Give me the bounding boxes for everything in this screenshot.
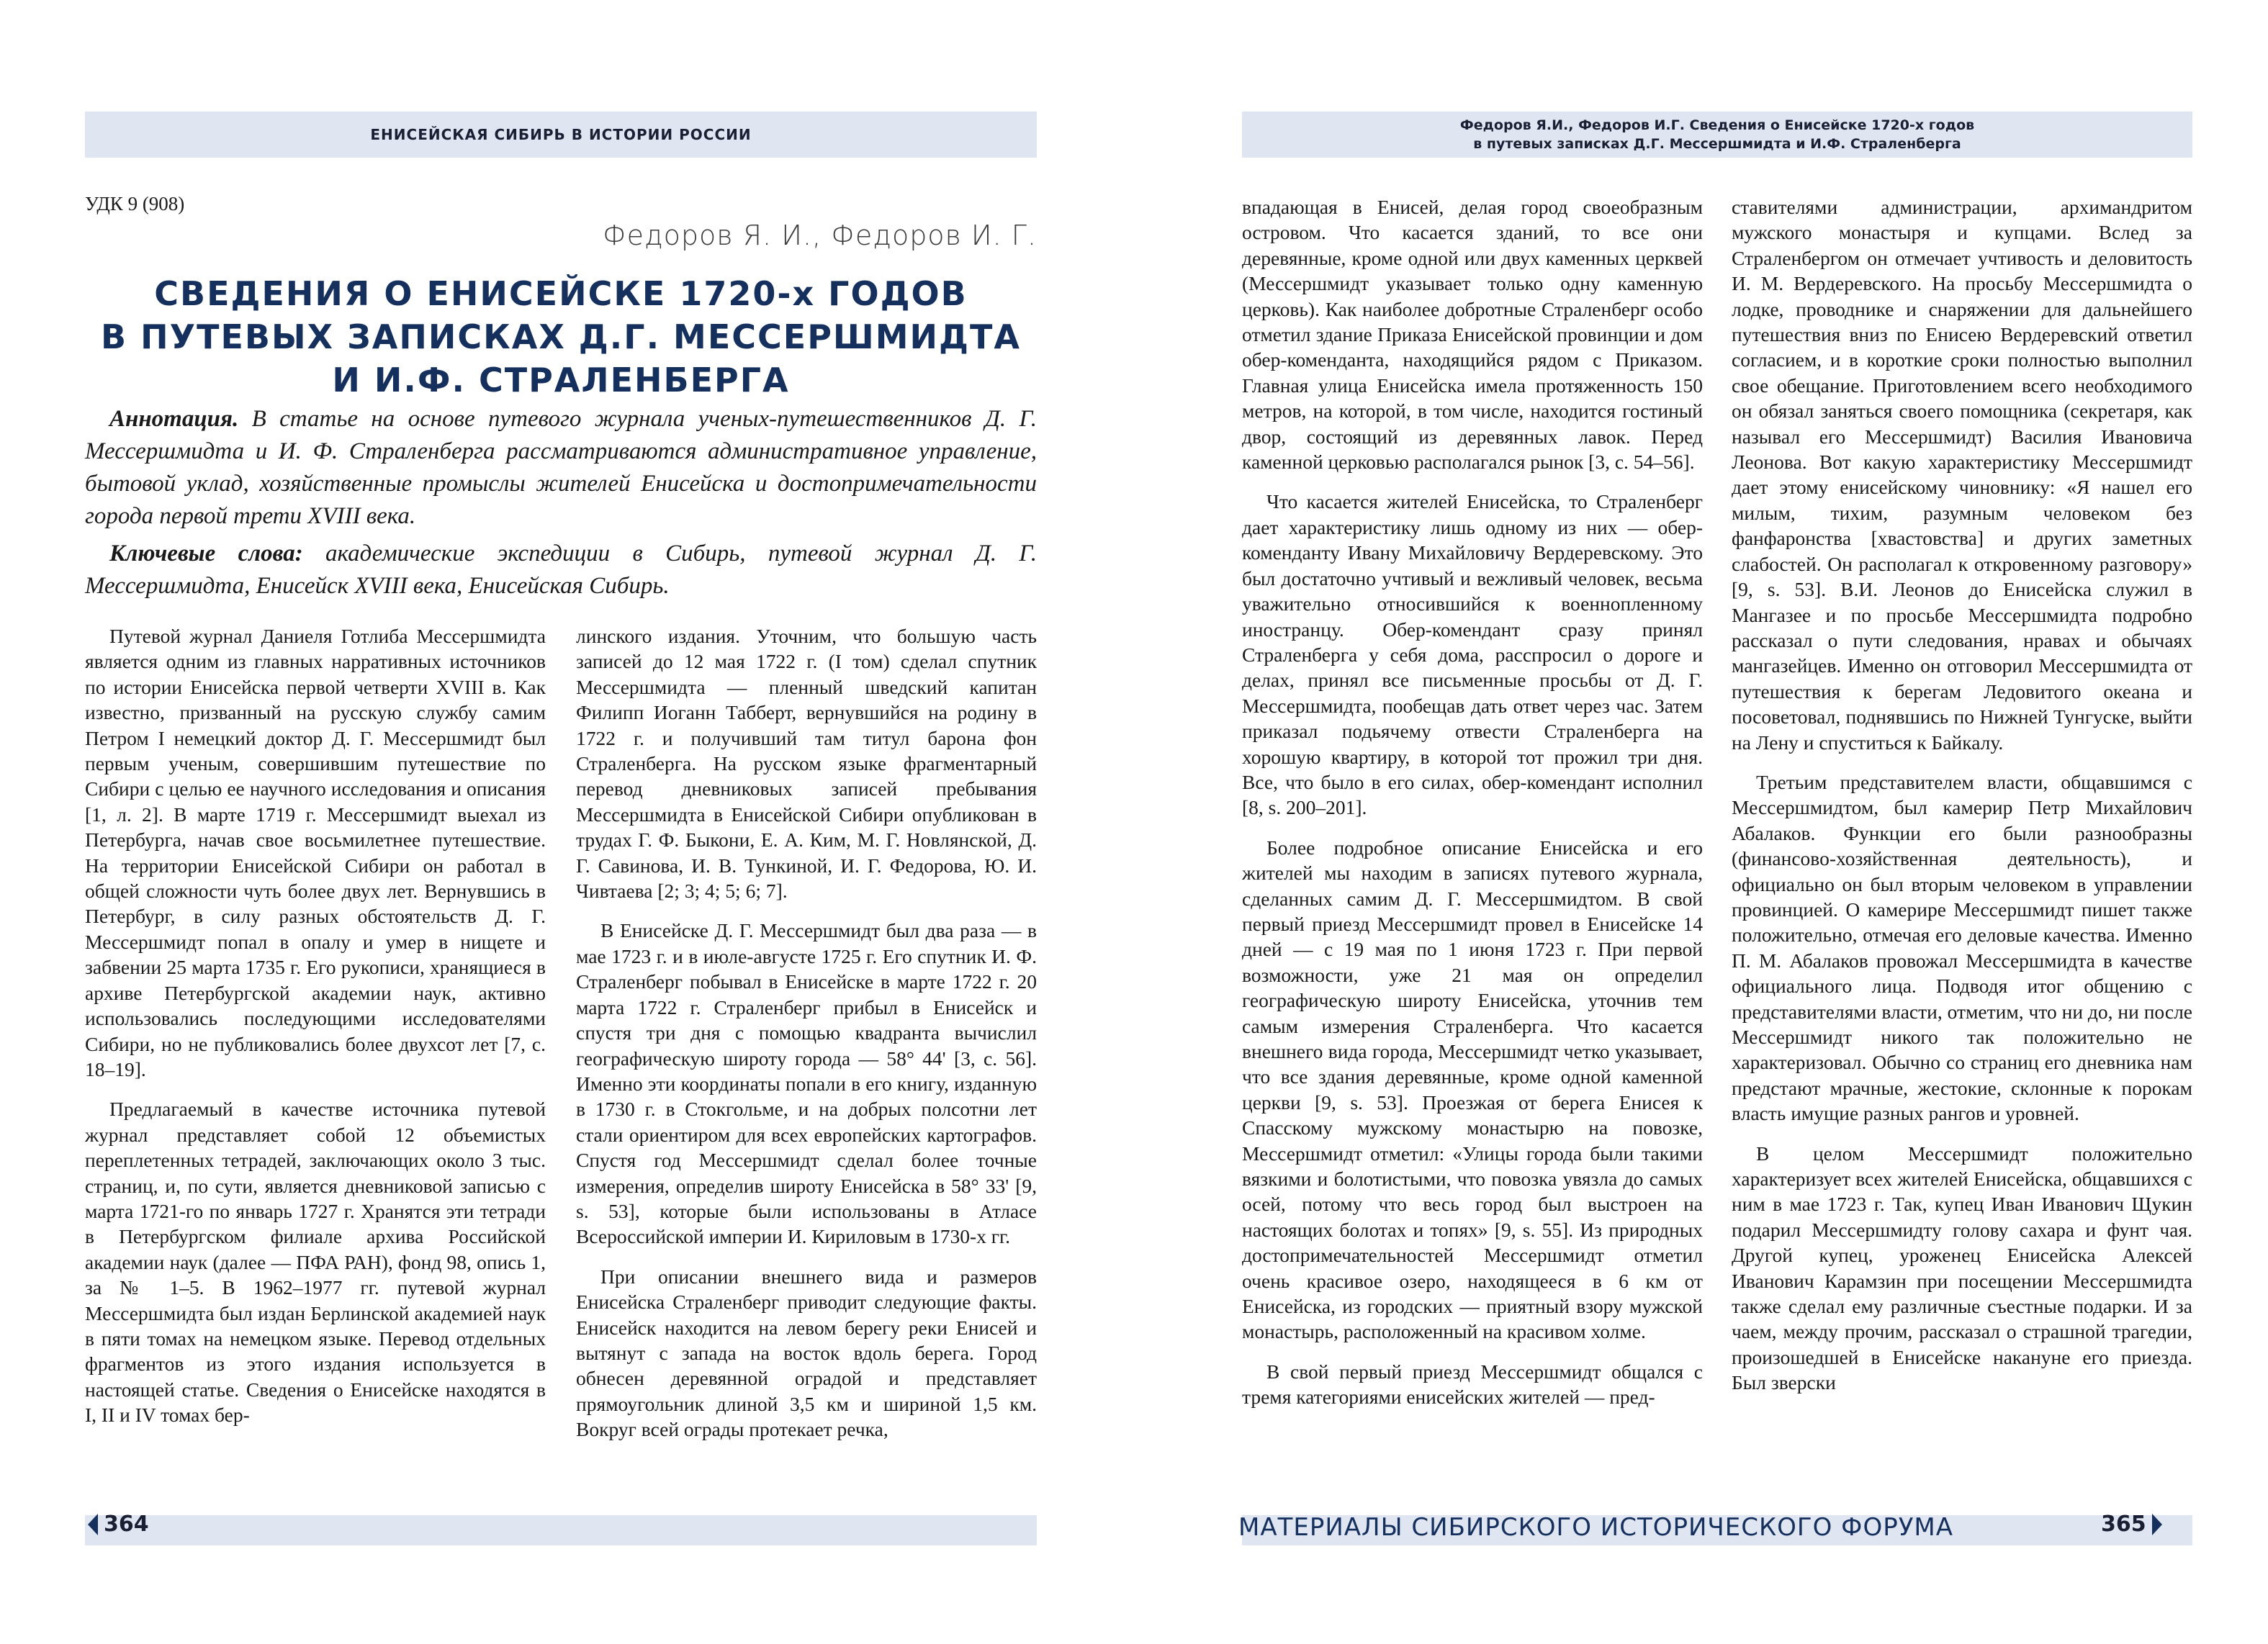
- page-number: [2101, 1512, 2162, 1537]
- running-header-line-2: в путевых записках Д.Г. Мессершмидта и И.Ф. Страленберга: [1473, 136, 1961, 152]
- text-column-4: [1732, 194, 2192, 1490]
- paragraph: Путевой журнал Даниеля Готлиба Мессершмидта является одним из главных нарративных источников по истории Енисейска первой четверти XVIII в. Как известно, призванный на русскую службу самим Петром I немецкий доктор Д. Г. Мессершмидт был первым ученым, совершившим путешествие по Сибири с целью ее научного исследования и описания [1, л. 2]. В марте 1719 г. Мессершмидт выехал из Петербурга, начав свое восьмилетнее путешествие. На территории Енисейской Сибири он работал в общей сложности чуть более двух лет. Вернувшись в Петербург, в силу разных обстоятельств Д. Г. Мессершмидт попал в опалу и умер в нищете и забвении 25 марта 1735 г. Его рукописи, хранящиеся в архиве Петербургской академии наук, активно использовались последующими исследователями Сибири, но не публиковались более двухсот лет [7, с. 18–19].: [85, 625, 546, 1080]
- arrow-left-icon: [88, 1514, 98, 1535]
- title-line: В ПУТЕВЫХ ЗАПИСКАХ Д.Г. МЕССЕРШМИДТА: [101, 317, 1021, 356]
- keywords-text: академические экспедиции в Сибирь, путевой журнал Д. Г. Мессершмидта, Енисейск XVIII века, Енисейская Сибирь.: [85, 541, 1037, 599]
- paragraph: В Енисейске Д. Г. Мессершмидт был два раза — в мае 1723 г. и в июле-августе 1725 г. Его спутник И. Ф. Страленберг побывал в Енисейске в марте 1722 г. 20 марта 1722 г. Страленберг прибыл в Енисейск и спустя три дня с помощью квадранта вычислил географическую широту города — 58° 44' [3, с. 56]. Именно эти координаты попали в его книгу, изданную в 1730 г. в Стокгольме, и на добрых полсотни лет стали ориентиром для всех европейских картографов. Спустя год Мессершмидт сделал более точные измерения, определив широту Енисейска в 58° 33' [9, s. 53], которые были использованы в Атласе Всероссийской империи И. Кириловым в 1730-х гг.: [576, 919, 1037, 1248]
- paragraph: В свой первый приезд Мессершмидт общался с тремя категориями енисейских жителей — пред-: [1242, 1360, 1703, 1409]
- page-number-text: 365: [2101, 1512, 2146, 1537]
- arrow-right-icon: [2152, 1514, 2162, 1535]
- journal-title: МАТЕРИАЛЫ СИБИРСКОГО ИСТОРИЧЕСКОГО ФОРУМА: [1238, 1513, 1954, 1542]
- running-header: [85, 112, 1037, 158]
- right-page: [1134, 0, 2268, 1644]
- article-title: [85, 272, 1037, 402]
- paragraph: При описании внешнего вида и размеров Енисейска Страленберг приводит следующие факты. Енисейск находится на левом берегу реки Енисей и вытянут с запада на восток вдоль берега. Город обнесен деревянной оградой и представляет прямоугольник длиной 3,5 км и шириной 1,5 км. Вокруг всей ограды протекает речка,: [576, 1265, 1037, 1441]
- paragraph: впадающая в Енисей, делая город своеобразным островом. Что касается зданий, то все они деревянные, кроме одной или двух каменных церквей (Мессершмидт указывает только одну каменную церковь). Как наиболее добротные Страленберг особо отметил здание Приказа Енисейской провинции и дом обер-коменданта, находящийся рядом с Приказом. Главная улица Енисейска имела протяженность 150 метров, на которой, в том числе, находится гостиный двор, состоящий из деревянных лавок. Перед каменной церковью располагался рынок [3, с. 54–56].: [1242, 196, 1703, 474]
- paragraph: В целом Мессершмидт положительно характеризует всех жителей Енисейска, общавшихся с ним в мае 1723 г. Так, купец Иван Иванович Щукин подарил Мессершмидту голову сахара и фунт чая. Другой купец, уроженец Енисейска Алексей Иванович Карамзин при посещении Мессершмидта также сделал ему различные съестные подарки. И за чаем, между прочим, рассказал о страшной трагедии, произошедшей в Енисейске накануне его приезда. Был зверски: [1732, 1142, 2192, 1394]
- article-authors: Федоров Я. И., Федоров И. Г.: [602, 220, 1037, 251]
- running-header-line-1: Федоров Я.И., Федоров И.Г. Сведения о Енисейске 1720-х годов: [1459, 117, 1975, 133]
- footer-band: [85, 1515, 1037, 1545]
- paragraph: линского издания. Уточним, что большую часть записей до 12 мая 1722 г. (I том) сделал спутник Мессершмидта — пленный шведский капитан Филипп Иоганн Табберт, вернувшийся на родину в 1722 г. и получивший там титул барона фон Страленберга. На русском языке фрагментарный перевод дневниковых записей пребывания Мессершмидта в Енисейской Сибири опубликован в трудах Г. Ф. Быкони, Е. А. Ким, М. Г. Новлянской, Д. Г. Савинова, И. В. Тункиной, И. Г. Федорова, Ю. И. Чивтаева [2; 3; 4; 5; 6; 7].: [576, 625, 1037, 903]
- keywords: [85, 538, 1037, 602]
- running-header: [1242, 112, 2192, 158]
- title-line: И И.Ф. СТРАЛЕНБЕРГА: [332, 361, 790, 399]
- paragraph: Более подробное описание Енисейска и его жителей мы находим в записях путевого журнала, сделанных самим Д. Г. Мессершмидтом. В свой первый приезд Мессершмидт провел в Енисейске 14 дней — с 19 мая по 1 июня 1723 г. При первой возможности, уже 21 мая он определил географическую широту Енисейска, уточнив тем самым измерения Страленберга. Что касается внешнего вида города, Мессершмидт четко указывает, что все здания деревянные, кроме одной каменной церкви [9, s. 53]. Проезжая от берега Енисея к Спасскому мужскому монастырю на повозке, Мессершмидт отметил: «Улицы города были такими вязкими и болотистыми, что повозка увязла до самых осей, потому что весь город был выстроен на настоящих болотах и топях» [9, s. 55]. Из природных достопримечательностей Мессершмидт отметил очень красивое озеро, находящееся в 6 км от Енисейска, из городских — приятный взору мужской монастырь, расположенный на красивом холме.: [1242, 836, 1703, 1343]
- paragraph: Третьим представителем власти, общавшимся с Мессершмидтом, был камерир Петр Михайлович Абалаков. Функции его были разнообразны (финансово-хозяйственная деятельность), и официально он был вторым человеком в управлении провинцией. О камерире Мессершмидт пишет также положительно, отмечая его деловые качества. Именно П. М. Абалаков провожал Мессершмидта в качестве официального лица. Подводя итог общению с представителями власти, отметим, что ни до, ни после Мессершмидт никого так положительно не характеризовал. Обычно со страниц его дневника нам предстают мрачные, жестокие, склонные к порокам власть имущие разных рангов и уровней.: [1732, 770, 2192, 1125]
- text-column-2: [576, 623, 1037, 1487]
- paragraph: Предлагаемый в качестве источника путевой журнал представляет собой 12 объемистых переплетенных тетрадей, заключающих около 3 тыс. страниц, и, по сути, является дневниковой записью с марта 1721-го по январь 1727 г. Хранятся эти тетради в Петербургском филиале архива Российской академии наук (далее — ПФА РАН), фонд 98, опись 1, за № 1–5. В 1962–1977 гг. путевой журнал Мессершмидта был издан Берлинской академией наук в пяти томах на немецком языке. Перевод отдельных фрагментов из этого издания используется в настоящей статье. Сведения о Енисейске находятся в I, II и IV томах бер-: [85, 1098, 546, 1427]
- text-column-3: [1242, 194, 1703, 1490]
- running-header-text: ЕНИСЕЙСКАЯ СИБИРЬ В ИСТОРИИ РОССИИ: [370, 126, 752, 143]
- abstract: [85, 403, 1037, 533]
- abstract-label: Аннотация.: [109, 406, 239, 432]
- page-number-text: 364: [104, 1512, 149, 1537]
- title-line: СВЕДЕНИЯ О ЕНИСЕЙСКЕ 1720-х ГОДОВ: [154, 274, 968, 313]
- paragraph: Что касается жителей Енисейска, то Страленберг дает характеристику лишь одному из них — обер-коменданту Ивану Михайловичу Вердеревскому. Это был достаточно учтивый и вежливый человек, весьма уважительно относившийся к военнопленному иностранцу. Обер-комендант сразу принял Страленберга у себя дома, расспросил о дороге и делах, принял все письменные просьбы от Д. Г. Мессершмидта, пообещав дать ответ через час. Затем приказал подьячему отвести Страленберга на хорошую квартиру, в которой тот прожил три дня. Все, что было в его силах, обер-комендант исполнил [8, s. 200–201].: [1242, 490, 1703, 819]
- abstract-text: В статье на основе путевого журнала ученых-путешественников Д. Г. Мессершмидта и И. Ф. Страленберга рассматриваются административное управление, бытовой уклад, хозяйственные промыслы жителей Енисейска и достопримечательности города первой трети XVIII века.: [85, 406, 1037, 529]
- text-column-1: [85, 623, 546, 1487]
- udk-code: УДК 9 (908): [85, 193, 185, 214]
- page-number: [88, 1512, 149, 1537]
- paragraph: ставителями администрации, архимандритом мужского монастыря и купцами. Вслед за Страленбергом он отмечает учтивость и деловитость И. М. Вердеревского. На просьбу Мессершмидта о лодке, проводнике и снаряжении для дальнейшего путешествия вниз по Енисею Вердеревский ответил согласием, и в короткие сроки полностью выполнил свое обещание. Приготовлением всего необходимого он обязал заняться своего помощника (секретаря, как называл его Мессершмидт) Василия Ивановича Леонова. Вот какую характеристику Мессершмидт дает этому енисейскому чиновнику: «Я нашел его милым, тихим, разумным человеком без фанфаронства [хвастовства] и других заметных слабостей. Он располагал к откровенному разговору» [9, s. 53]. В.И. Леонов до Енисейска служил в Мангазее и по просьбе Мессершмидта подробно рассказал о пути следования, нравах и обычаях мангазейцев. Именно он отговорил Мессершмидта от путешествия к берегам Ледовитого океана и посоветовал, поднявшись по Нижней Тунгуске, выйти на Лену и спуститься к Байкалу.: [1732, 196, 2192, 754]
- keywords-label: Ключевые слова:: [109, 541, 303, 566]
